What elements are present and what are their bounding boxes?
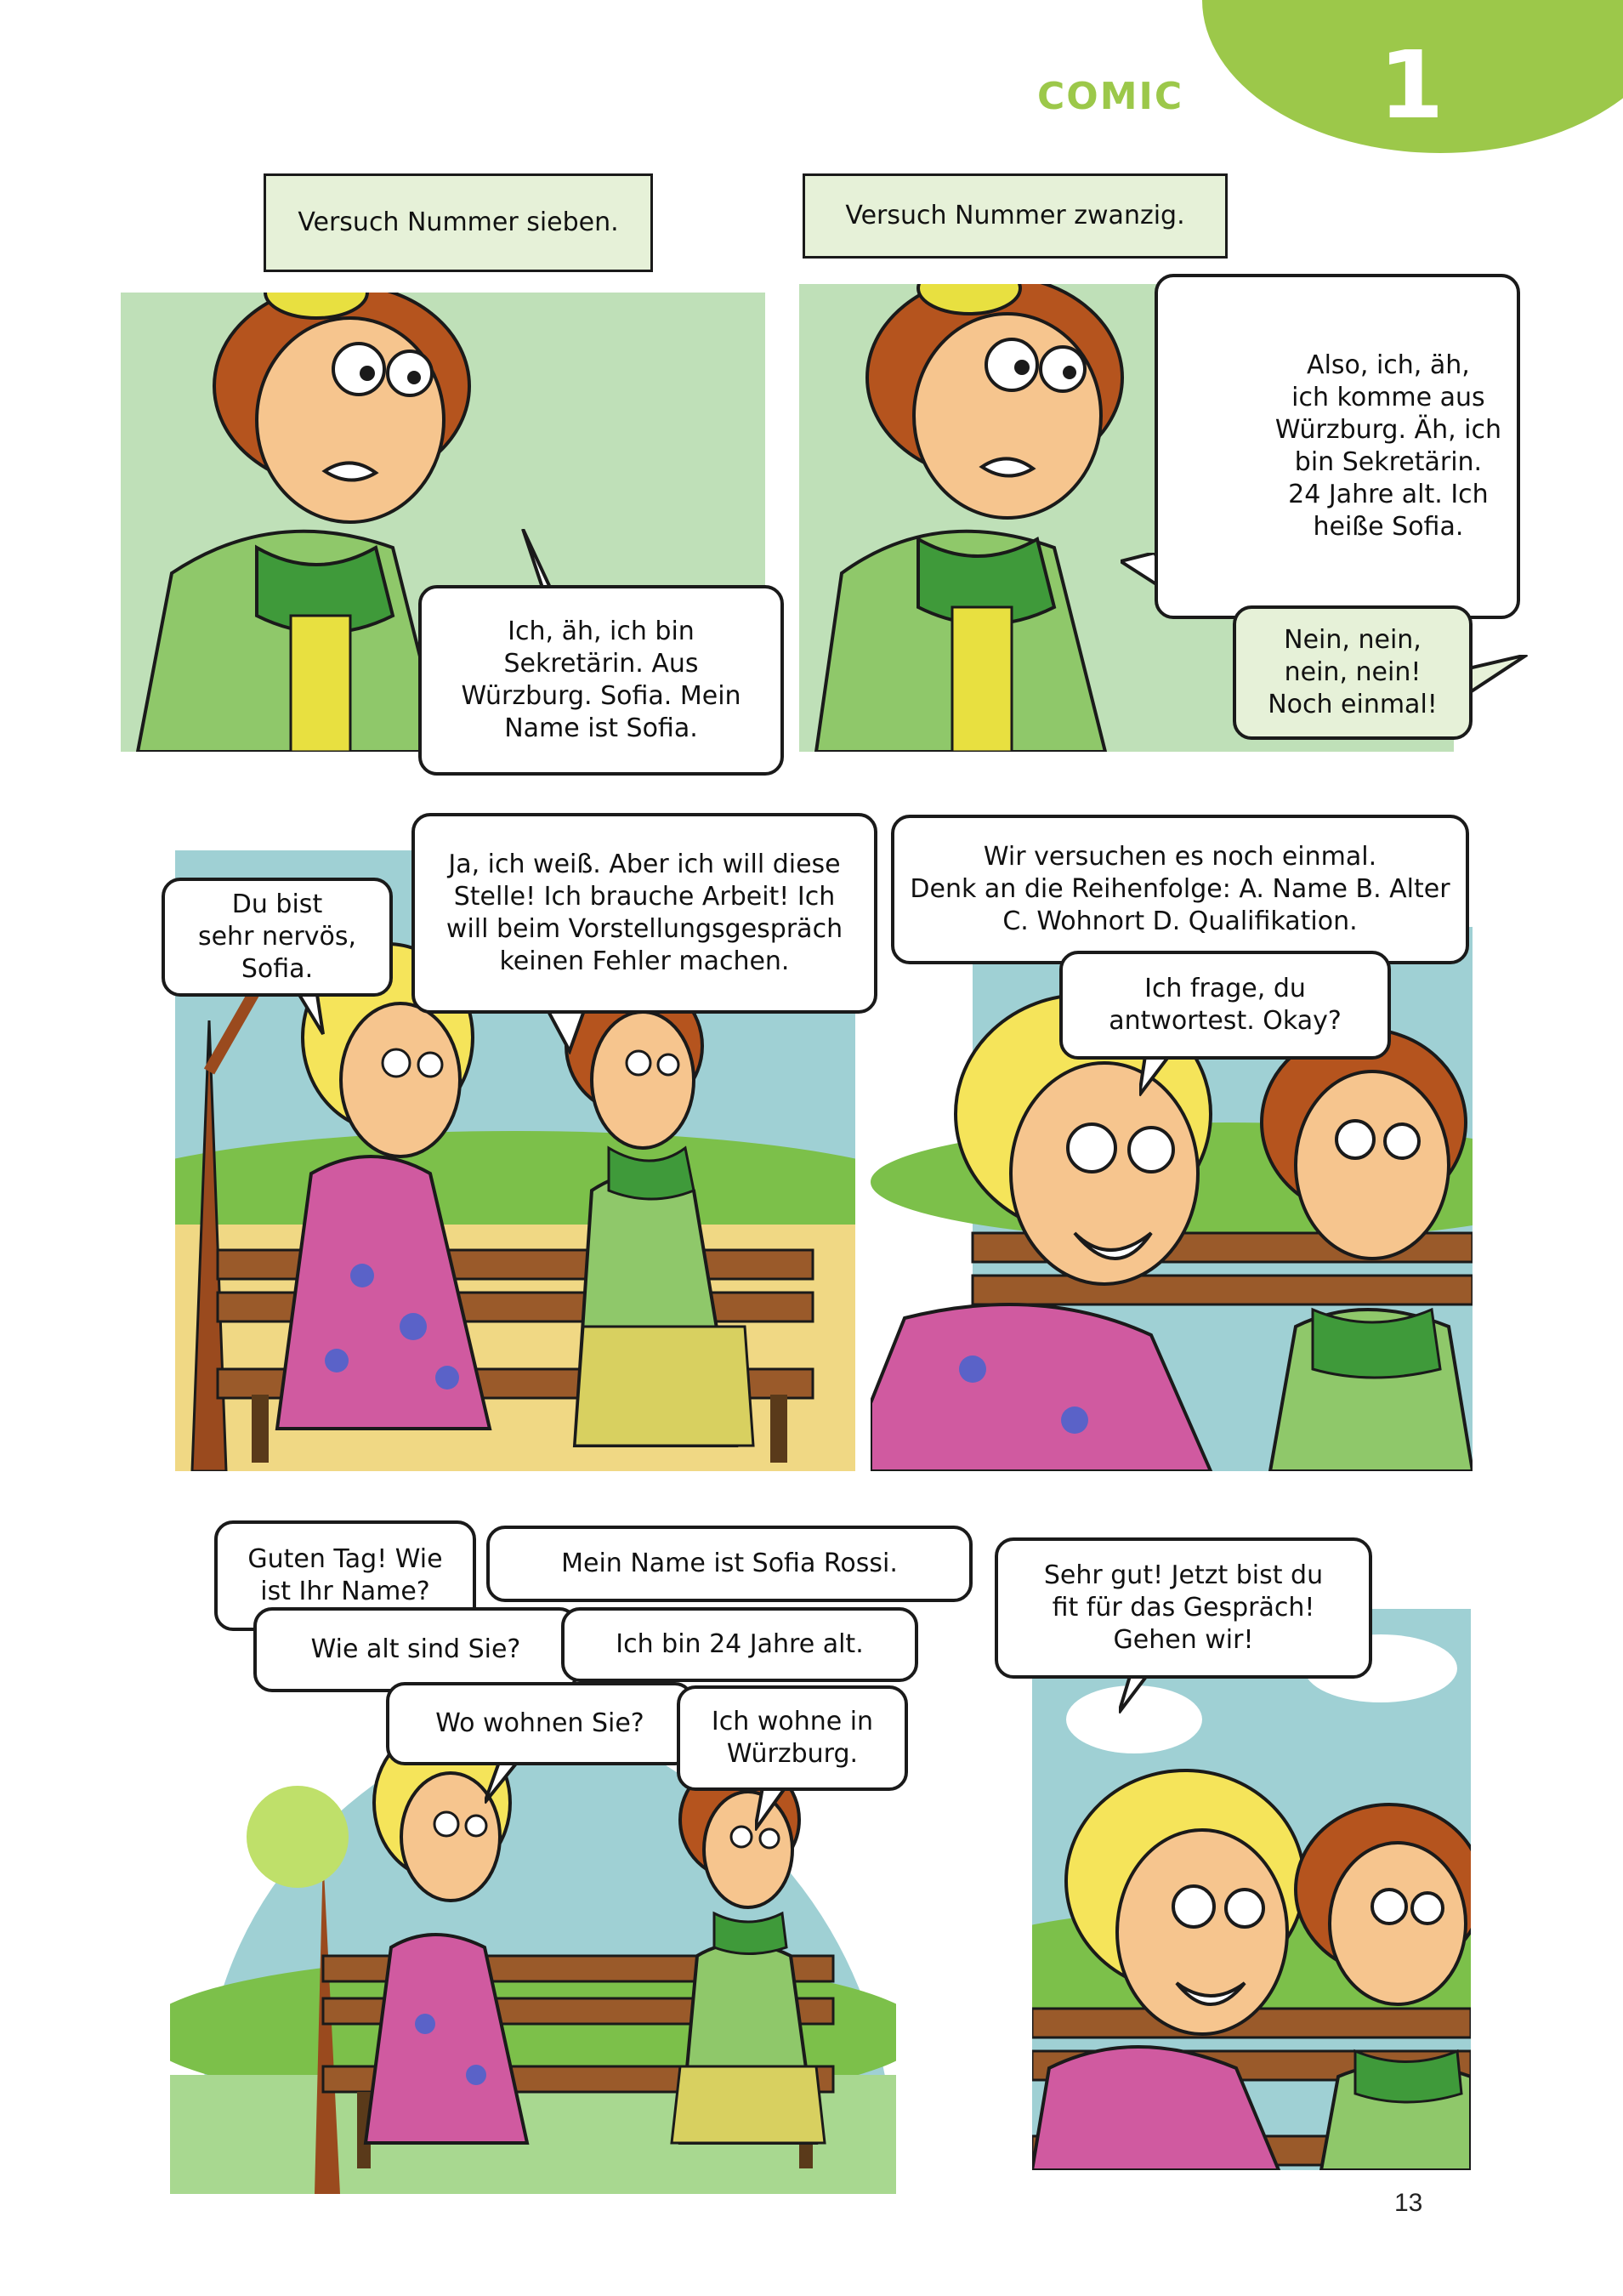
panel-2-speech-bubble-main: Also, ich, äh, ich komme aus Würzburg. Äh, ich bin Sekretärin. 24 Jahre alt. Ich heiße Sofia. xyxy=(1155,274,1520,619)
panel-5-question-location: Wo wohnen Sie? xyxy=(386,1682,694,1765)
panel-5-question-age: Wie alt sind Sie? xyxy=(253,1607,578,1692)
panel-6-speech-bubble: Sehr gut! Jetzt bist du fit für das Gespräch! Gehen wir! xyxy=(995,1537,1372,1679)
panel-1-speech-bubble: Ich, äh, ich bin Sekretärin. Aus Würzburg. Sofia. Mein Name ist Sofia. xyxy=(418,585,784,776)
panel-3-speech-bubble-friend: Du bist sehr nervös, Sofia. xyxy=(162,878,393,997)
panel-5-answer-name: Mein Name ist Sofia Rossi. xyxy=(486,1526,973,1602)
page-number: 13 xyxy=(1394,2189,1423,2217)
panel-5-question-name: Guten Tag! Wie ist Ihr Name? xyxy=(214,1520,476,1631)
panel-4-speech-bubble-second: Ich frage, du antwortest. Okay? xyxy=(1059,951,1391,1060)
section-label: COMIC xyxy=(1037,75,1184,118)
panel-3-speech-bubble-sofia: Ja, ich weiß. Aber ich will diese Stelle! Ich brauche Arbeit! Ich will beim Vorstellungsgespräch keinen Fehler machen. xyxy=(411,813,877,1014)
chapter-number: 1 xyxy=(1378,31,1444,139)
panel-5-answer-age: Ich bin 24 Jahre alt. xyxy=(561,1607,918,1682)
panel-6 xyxy=(1032,1609,1471,2170)
panel-2-speech-bubble-reply: Nein, nein, nein, nein! Noch einmal! xyxy=(1233,605,1473,740)
panel-1-caption: Versuch Nummer sieben. xyxy=(264,173,653,272)
panel-4-speech-bubble-top: Wir versuchen es noch einmal. Denk an die Reihenfolge: A. Name B. Alter C. Wohnort D. Qualifikation. xyxy=(891,815,1469,964)
panel-2-caption: Versuch Nummer zwanzig. xyxy=(803,173,1228,259)
panel-5-answer-location: Ich wohne in Würzburg. xyxy=(677,1685,908,1791)
panel-6-art xyxy=(1032,1609,1471,2170)
